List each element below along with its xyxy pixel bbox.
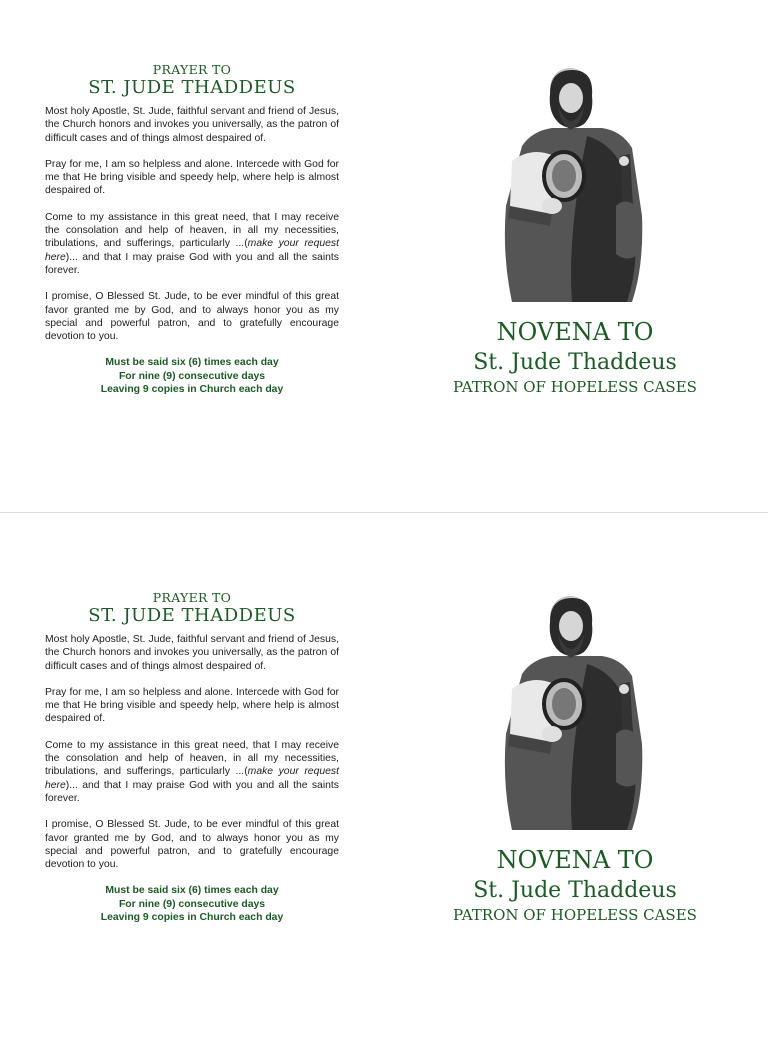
prayer-paragraph-2: Pray for me, I am so helpless and alone. Intercede with God for me that He bring visible and speedy help, where help is almost despaired of.: [45, 686, 339, 725]
instructions: [45, 884, 339, 924]
request-placeholder: make your request here: [45, 766, 339, 791]
prayer-card-top: [0, 0, 768, 512]
card-divider: [0, 512, 768, 513]
novena-to-heading: NOVENA TO: [496, 318, 654, 346]
cover-saint-name: St. Jude Thaddeus: [473, 878, 677, 903]
instruction-line: Must be said six (6) times each day: [105, 357, 279, 369]
prayer-to-heading: PRAYER TO: [152, 62, 232, 77]
prayer-paragraph-3: Come to my assistance in this great need, that I may receive the consolation and help of heaven, in all my necessities, tribulations, and sufferings, particularly ...(make your request here)... and that I may praise God with you and all the saints forever.: [45, 739, 339, 804]
prayer-column: [45, 590, 339, 924]
cover-saint-name: St. Jude Thaddeus: [473, 350, 677, 375]
instructions: [45, 356, 339, 396]
saint-name-heading: ST. JUDE THADDEUS: [88, 605, 296, 626]
prayer-column: [45, 62, 339, 396]
prayer-paragraph-4: I promise, O Blessed St. Jude, to be ever mindful of this great favor granted me by God, and to always honor you as my special and powerful patron, and to gratefully encourage devotion to you.: [45, 819, 339, 871]
patron-subtitle: PATRON OF HOPELESS CASES: [453, 906, 697, 924]
saint-jude-illustration: [492, 594, 662, 830]
instruction-line: For nine (9) consecutive days: [118, 370, 266, 382]
novena-to-heading: NOVENA TO: [496, 846, 654, 874]
patron-subtitle: PATRON OF HOPELESS CASES: [453, 378, 697, 396]
instruction-line: For nine (9) consecutive days: [118, 898, 266, 910]
request-placeholder: make your request here: [45, 238, 339, 263]
instruction-line: Must be said six (6) times each day: [105, 885, 279, 897]
prayer-paragraph-3: Come to my assistance in this great need, that I may receive the consolation and help of heaven, in all my necessities, tribulations, and sufferings, particularly ...(make your request here)... and that I may praise God with you and all the saints forever.: [45, 211, 339, 276]
prayer-paragraph-2: Pray for me, I am so helpless and alone. Intercede with God for me that He bring visible and speedy help, where help is almost despaired of.: [45, 158, 339, 197]
prayer-to-heading: PRAYER TO: [152, 590, 232, 605]
prayer-paragraph-1: Most holy Apostle, St. Jude, faithful servant and friend of Jesus, the Church honors and invokes you universally, as the patron of difficult cases and of things almost despaired of.: [45, 634, 339, 672]
saint-jude-illustration: [492, 66, 662, 302]
saint-name-heading: ST. JUDE THADDEUS: [88, 77, 296, 98]
prayer-paragraph-4: I promise, O Blessed St. Jude, to be ever mindful of this great favor granted me by God, and to always honor you as my special and powerful patron, and to gratefully encourage devotion to you.: [45, 291, 339, 343]
prayer-paragraph-1: Most holy Apostle, St. Jude, faithful servant and friend of Jesus, the Church honors and invokes you universally, as the patron of difficult cases and of things almost despaired of.: [45, 106, 339, 144]
instruction-line: Leaving 9 copies in Church each day: [100, 384, 284, 396]
prayer-card-bottom: [0, 528, 768, 1040]
instruction-line: Leaving 9 copies in Church each day: [100, 912, 284, 924]
